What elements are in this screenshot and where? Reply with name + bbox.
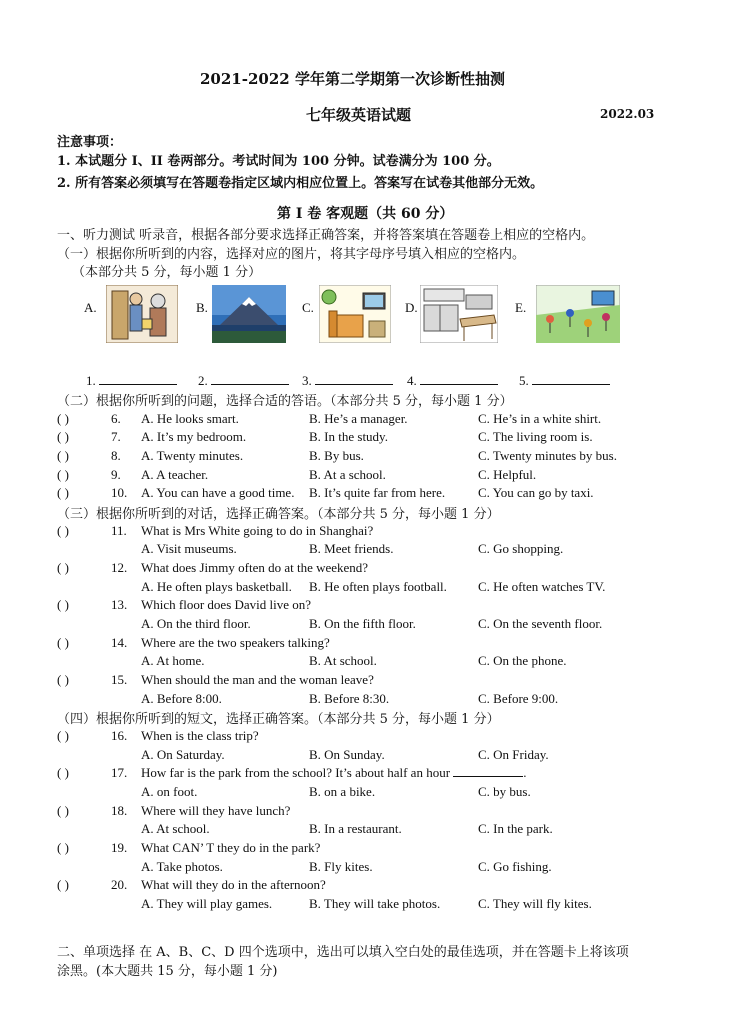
part1-heading: 第 I 卷 客观题（共 60 分） (277, 206, 454, 222)
answer-blank-3: 3. (302, 373, 393, 389)
exam-title: 2021-2022 学年第二学期第一次诊断性抽测 (200, 70, 505, 88)
note-item: 2. 所有答案必须填写在答题卷指定区域内相应位置上。答案写在试卷其他部分无效。 (57, 176, 544, 191)
answer-blank-4: 4. (407, 373, 498, 389)
sec4-heading: （四）根据你所听到的短文，选择正确答案。（本部分共 5 分，每小题 1 分） (57, 712, 500, 727)
part2-line: 二、单项选择 在 A、B、C、D 四个选项中，选出可以填入空白处的最佳选项，并在答题卡上将该项 (57, 945, 629, 960)
picture-kitchen-icon (420, 285, 498, 343)
sec2-heading: （二）根据你所听到的问题，选择合适的答语。（本部分共 5 分，每小题 1 分） (57, 394, 513, 409)
picture-living-room-icon (319, 285, 391, 343)
picture-label: C. (302, 300, 314, 315)
picture-label: E. (515, 300, 527, 315)
answer-blank-1: 1. (86, 373, 177, 389)
picture-playground-icon (536, 285, 620, 343)
sec1-note: （本部分共 5 分，每小题 1 分） (72, 265, 262, 280)
sec1-instruction: （一）根据你所听到的内容，选择对应的图片，将其字母序号填入相应的空格内。 (57, 247, 526, 262)
exam-subtitle: 七年级英语试题 (306, 106, 412, 124)
sec3-heading: （三）根据你所听到的对话，选择正确答案。（本部分共 5 分，每小题 1 分） (57, 507, 500, 522)
answer-blank-2: 2. (198, 373, 289, 389)
picture-label: B. (196, 300, 208, 315)
picture-mountain-icon (212, 285, 286, 343)
picture-label: D. (405, 300, 418, 315)
notes-heading: 注意事项： (57, 135, 123, 150)
exam-date: 2022.03 (600, 107, 655, 121)
part2-line: 涂黑。(本大题共 15 分，每小题 1 分) (57, 964, 278, 979)
question-17-text: How far is the park from the school? It’s about half an hour . (141, 765, 527, 780)
picture-shopping-icon (106, 285, 178, 343)
picture-label: A. (84, 300, 97, 315)
listening-intro: 一、听力测试 听录音，根据各部分要求选择正确答案，并将答案填在答题卷上相应的空格内。 (57, 228, 595, 243)
answer-blank-5: 5. (519, 373, 610, 389)
note-item: 1. 本试题分 I、II 卷两部分。考试时间为 100 分钟。试卷满分为 100 分。 (57, 154, 500, 169)
